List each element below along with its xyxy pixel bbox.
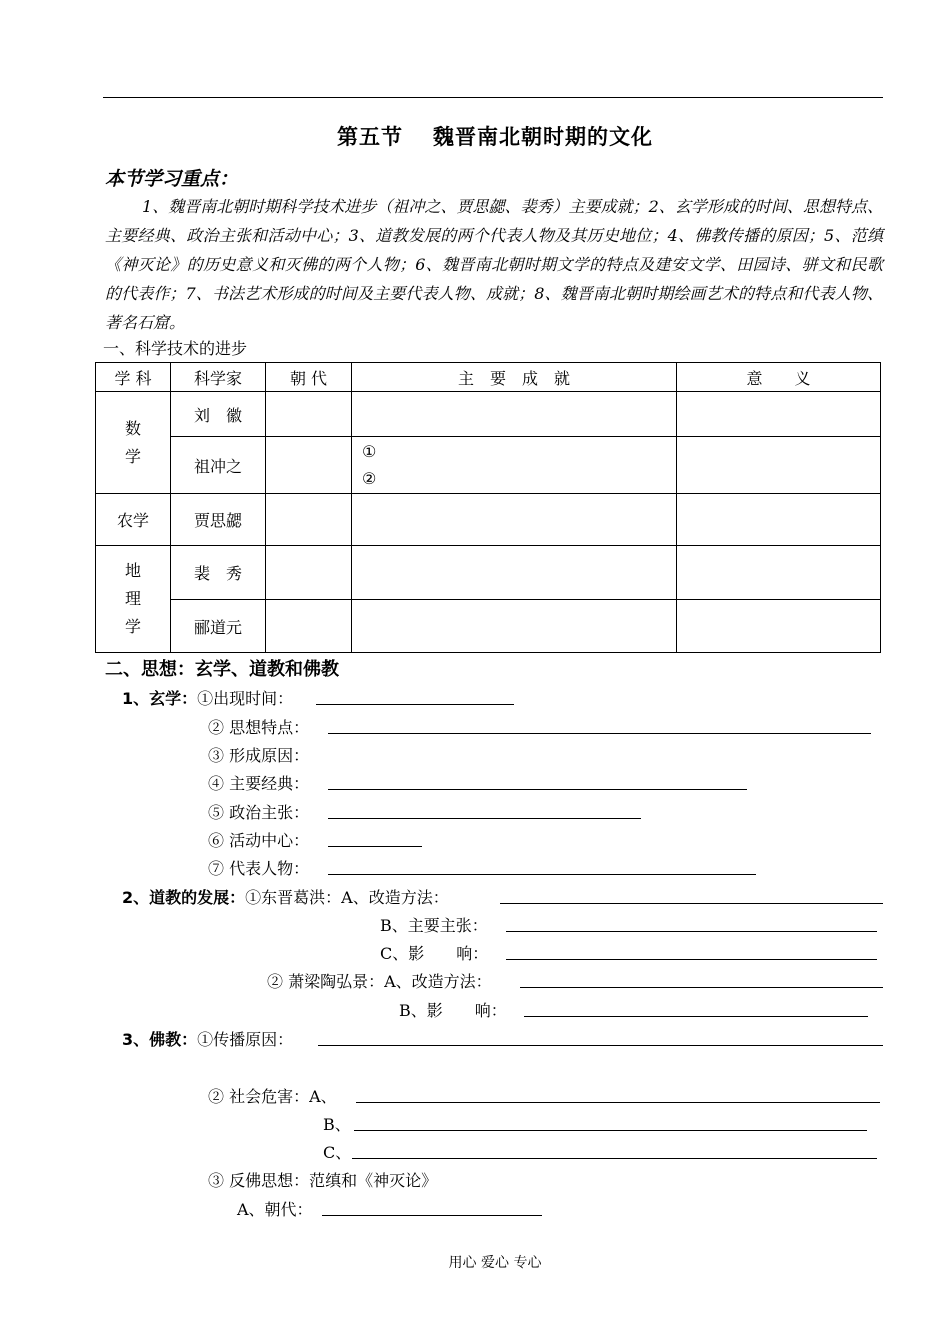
subject-math: 数学: [96, 392, 171, 494]
achievement-cell[interactable]: [352, 437, 677, 494]
answer-line[interactable]: [520, 987, 883, 988]
table-row: [96, 494, 881, 546]
answer-line[interactable]: [328, 733, 871, 734]
table-row: [96, 392, 881, 437]
answer-line[interactable]: [506, 959, 877, 960]
harm-label: ② 社会危害：: [208, 1087, 310, 1106]
header-dynasty: 朝 代: [266, 363, 352, 392]
xuanxue-item-label: ④ 主要经典：: [208, 774, 310, 793]
dynasty-label: A、朝代：: [237, 1200, 313, 1219]
answer-line[interactable]: [318, 1045, 883, 1046]
xuanxue-item-label: ⑦ 代表人物：: [208, 859, 310, 878]
subject-geo: 地理学: [96, 546, 171, 653]
xuanxue-item-label: ⑤ 政治主张：: [208, 803, 310, 822]
subject-agri: 农学: [96, 494, 171, 546]
answer-line[interactable]: [328, 846, 422, 847]
harm-row: [208, 1084, 337, 1107]
spread-label: ①传播原因：: [197, 1030, 294, 1049]
harm-item-label: A、: [309, 1087, 337, 1106]
blank-cell[interactable]: [677, 494, 881, 546]
xuanxue-item-label: ⑥ 活动中心：: [208, 831, 310, 850]
scientist-cell: 裴 秀: [171, 546, 266, 600]
answer-line[interactable]: [500, 903, 883, 904]
table-row: [96, 437, 881, 494]
blank-cell[interactable]: [677, 600, 881, 653]
gehong-item-label: B、主要主张：: [380, 916, 488, 935]
answer-line[interactable]: [316, 704, 514, 705]
blank-cell[interactable]: [352, 494, 677, 546]
key-points-body: 1、魏晋南北朝时期科学技术进步（祖冲之、贾思勰、裴秀）主要成就；2、玄学形成的时间、思想特点、主要经典、政治主张和活动中心；3、道教发展的两个代表人物及其历史地位；4、佛教传播的原因；5、范缜《神灭论》的历史意义和灭佛的两个人物；6、魏晋南北朝时期文学的特点及建安文学、田园诗、骈文和民歌的代表作；7、书法艺术形成的时间及主要代表人物、成就；8、魏晋南北朝时期绘画艺术的特点和代表人物、著名石窟。: [105, 197, 883, 332]
blank-cell[interactable]: [266, 600, 352, 653]
xuanxue-label: 1、玄学：: [122, 689, 198, 708]
page-title: [0, 121, 950, 151]
header-achievement: 主 要 成 就: [352, 363, 677, 392]
scientist-cell: 刘 徽: [171, 392, 266, 437]
xuanxue-row-1: [122, 686, 293, 709]
answer-line[interactable]: [322, 1215, 542, 1216]
daoism-label: 2、道教的发展：: [122, 888, 246, 907]
answer-line[interactable]: [524, 1016, 868, 1017]
answer-line[interactable]: [328, 874, 756, 875]
page-footer: 用心 爱心 专心: [448, 1255, 542, 1271]
scientist-cell: 郦道元: [171, 600, 266, 653]
answer-line[interactable]: [328, 789, 747, 790]
scientist-cell: 祖冲之: [171, 437, 266, 494]
mark-1: ①: [362, 442, 377, 461]
buddhism-row-1: [122, 1027, 293, 1050]
gehong-item-label: C、影 响：: [380, 944, 489, 963]
science-table: [95, 362, 881, 653]
section1-heading: 一、科学技术的进步: [103, 339, 248, 358]
header-significance: 意 义: [677, 363, 881, 392]
table-row: [96, 546, 881, 600]
title-text: 魏晋南北朝时期的文化: [433, 124, 653, 149]
header-rule: [103, 97, 883, 98]
answer-line[interactable]: [328, 818, 641, 819]
blank-cell[interactable]: [352, 546, 677, 600]
tao-item-label: B、影 响：: [399, 1001, 507, 1020]
harm-item-label: B、: [323, 1115, 351, 1134]
blank-cell[interactable]: [352, 600, 677, 653]
blank-cell[interactable]: [266, 437, 352, 494]
blank-cell[interactable]: [677, 437, 881, 494]
gehong-label: ①东晋葛洪：: [245, 888, 342, 907]
tao-label: ② 萧梁陶弘景：: [267, 972, 385, 991]
harm-item-label: C、: [323, 1143, 352, 1162]
blank-cell[interactable]: [266, 392, 352, 437]
blank-cell[interactable]: [266, 494, 352, 546]
mark-2: ②: [362, 469, 377, 488]
title-section-number: 第五节: [337, 124, 403, 149]
buddhism-label: 3、佛教：: [122, 1030, 198, 1049]
gehong-item-label: A、改造方法：: [341, 888, 449, 907]
header-scientist: 科学家: [171, 363, 266, 392]
answer-line[interactable]: [506, 931, 877, 932]
section2-heading: 二、思想：玄学、道教和佛教: [105, 659, 339, 680]
xuanxue-item-label: ② 思想特点：: [208, 718, 310, 737]
anti-buddhism-label: ③ 反佛思想：范缜和《神灭论》: [208, 1171, 438, 1190]
blank-cell[interactable]: [677, 546, 881, 600]
tao-item-label: A、改造方法：: [384, 972, 492, 991]
blank-cell[interactable]: [266, 546, 352, 600]
tao-row-1: [267, 969, 492, 992]
blank-cell[interactable]: [677, 392, 881, 437]
key-points-heading: 本节学习重点：: [105, 168, 239, 190]
table-header-row: [96, 363, 881, 392]
blank-cell[interactable]: [352, 392, 677, 437]
table-row: [96, 600, 881, 653]
scientist-cell: 贾思勰: [171, 494, 266, 546]
header-subject: 学 科: [96, 363, 171, 392]
daoism-row-1: [122, 885, 449, 908]
xuanxue-item-label: ③ 形成原因：: [208, 746, 310, 765]
xuanxue-item-label: ①出现时间：: [197, 689, 294, 708]
answer-line[interactable]: [356, 1102, 880, 1103]
answer-line[interactable]: [354, 1130, 867, 1131]
answer-line[interactable]: [352, 1158, 877, 1159]
